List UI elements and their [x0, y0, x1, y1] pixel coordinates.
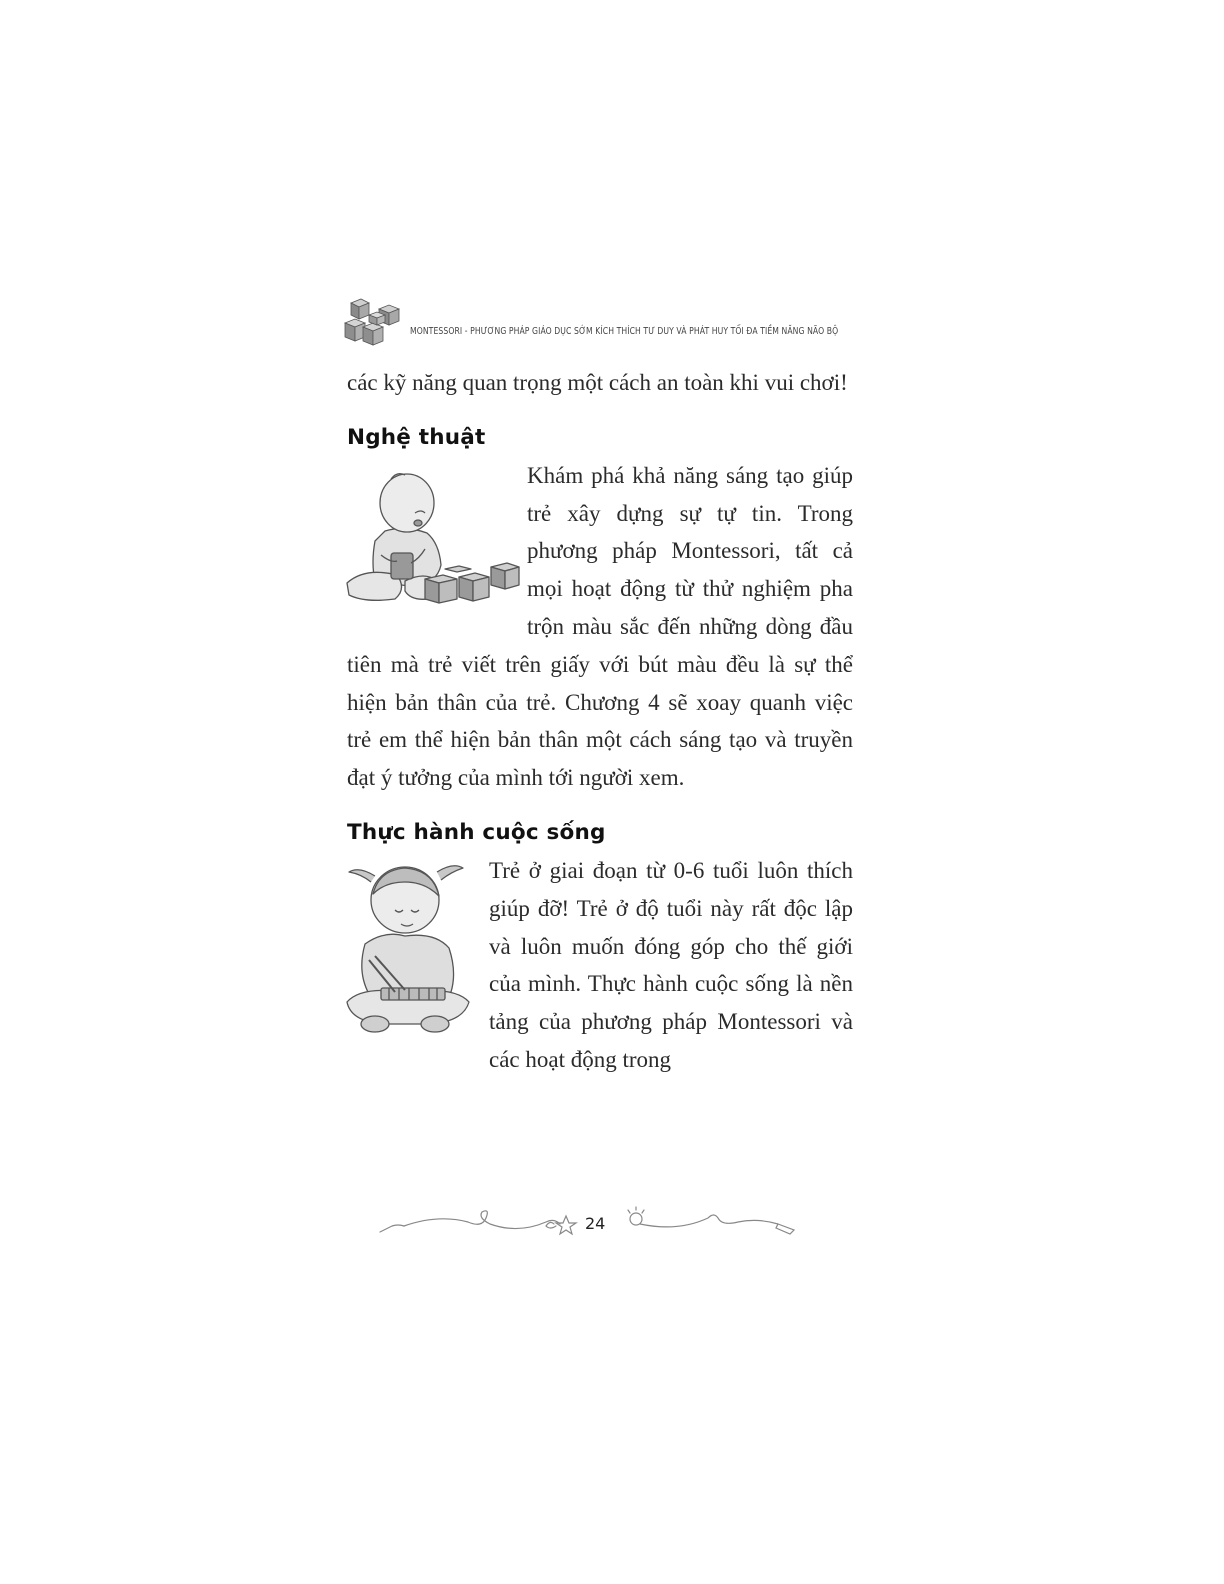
page-body — [347, 364, 853, 1079]
section-practical-life — [347, 852, 853, 1079]
running-header — [343, 297, 863, 347]
page-number: 24 — [585, 1214, 606, 1233]
intro-paragraph: các kỹ năng quan trọng một cách an toàn khi vui chơi! — [347, 370, 848, 395]
girl-with-xylophone-icon — [345, 852, 479, 1042]
art-paragraph: Khám phá khả năng sáng tạo giúp trẻ xây dựng sự tự tin. Trong phương pháp Montessori, tất cả mọi hoạt động từ thử nghiệm pha trộn màu sắc đến những dòng đầu tiên mà trẻ viết trên giấy với bút màu đều là sự thể hiện bản thân của trẻ. Chương 4 sẽ xoay quanh việc trẻ em thể hiện bản thân một cách sáng tạo và truyền đạt ý tưởng của mình tới người xem. — [347, 462, 853, 791]
page-footer — [378, 1204, 798, 1244]
baby-with-blocks-icon — [345, 463, 527, 613]
cubes-icon — [343, 297, 405, 347]
section-heading-art: Nghệ thuật — [347, 424, 486, 450]
section-heading-practical-life: Thực hành cuộc sống — [347, 819, 606, 845]
section-art — [347, 457, 853, 797]
practical-life-paragraph: Trẻ ở giai đoạn từ 0-6 tuổi luôn thích giúp đỡ! Trẻ ở độ tuổi này rất độc lập và luôn muốn đóng góp cho thế giới của mình. Thực hành cuộc sống là nền tảng của phương pháp Montessori và các hoạt động trong — [489, 857, 853, 1072]
running-title: MONTESSORI - PHƯƠNG PHÁP GIÁO DỤC SỚM KÍCH THÍCH TƯ DUY VÀ PHÁT HUY TỐI ĐA TIỀM NĂNG NÃO BỘ — [410, 326, 839, 337]
